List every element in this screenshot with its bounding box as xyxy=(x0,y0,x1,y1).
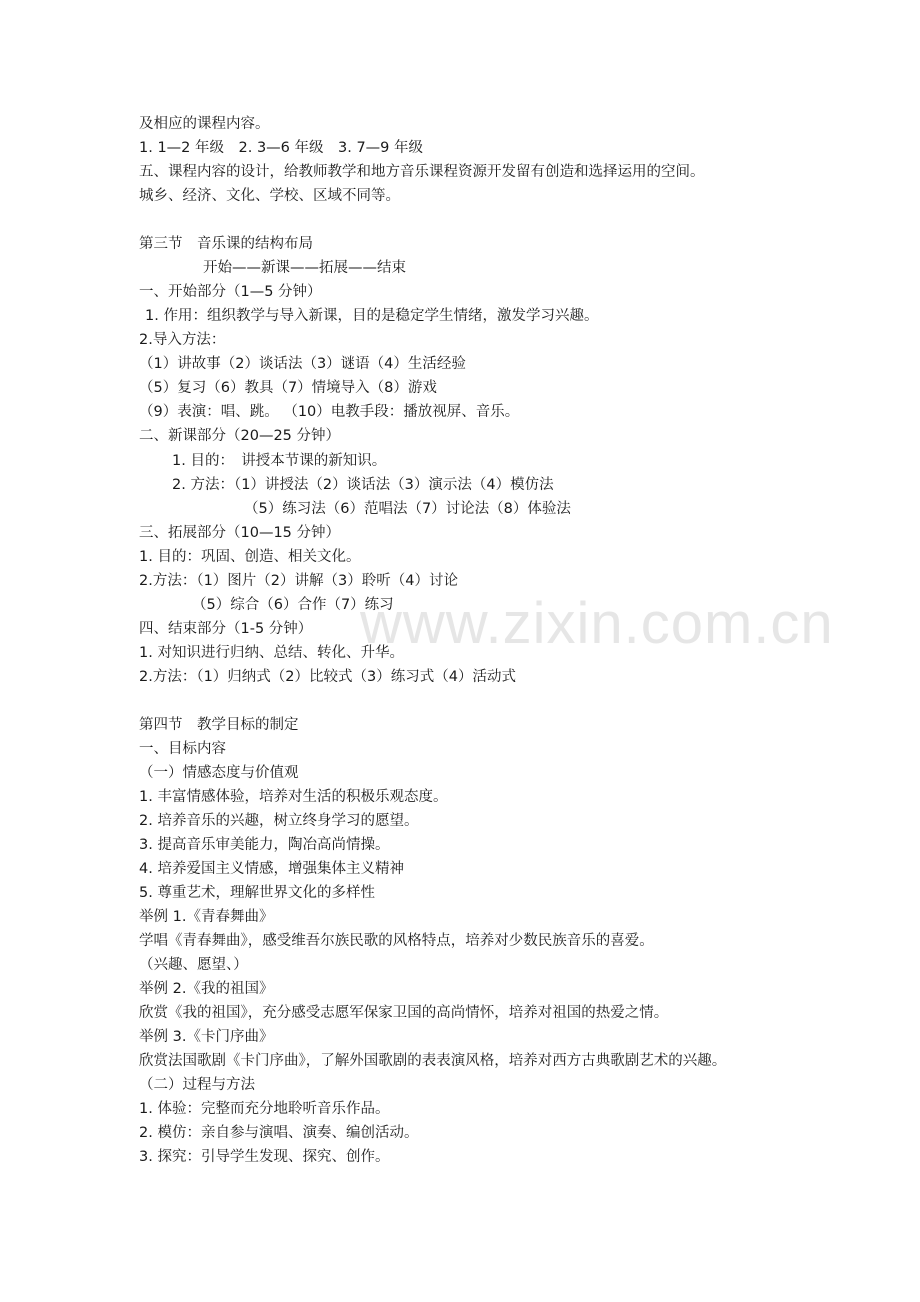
text-line: 一、目标内容 xyxy=(139,741,226,757)
text-line: 1. 作用：组织教学与导入新课，目的是稳定学生情绪，激发学习兴趣。 xyxy=(145,308,599,324)
text-line: 1. 对知识进行归纳、总结、转化、升华。 xyxy=(139,645,404,661)
text-line: 举例 2.《我的祖国》 xyxy=(139,981,274,997)
text-line: 1. 目的： 讲授本节课的新知识。 xyxy=(172,453,387,469)
text-line: 及相应的课程内容。 xyxy=(139,116,270,132)
section-heading: 第四节 教学目标的制定 xyxy=(139,717,299,733)
text-line: 2. 方法：（1）讲授法（2）谈话法（3）演示法（4）模仿法 xyxy=(172,477,554,493)
text-line: 3. 探究：引导学生发现、探究、创作。 xyxy=(139,1149,390,1165)
text-line: （1）讲故事（2）谈话法（3）谜语（4）生活经验 xyxy=(139,356,466,372)
text-line: 欣赏法国歌剧《卡门序曲》，了解外国歌剧的表表演风格，培养对西方古典歌剧艺术的兴趣。 xyxy=(139,1053,727,1069)
text-line: 1. 目的：巩固、创造、相关文化。 xyxy=(139,549,361,565)
text-line: 举例 3.《卡门序曲》 xyxy=(139,1029,274,1045)
text-line: 2. 模仿：亲自参与演唱、演奏、编创活动。 xyxy=(139,1125,419,1141)
text-line: 四、结束部分（1-5 分钟） xyxy=(139,621,313,637)
text-line: 1. 1—2 年级 2. 3—6 年级 3. 7—9 年级 xyxy=(139,140,424,156)
text-line: （一）情感态度与价值观 xyxy=(139,765,299,781)
text-line: （9）表演：唱、跳。 （10）电教手段：播放视屏、音乐。 xyxy=(139,404,520,420)
text-line: 4. 培养爱国主义情感，增强集体主义精神 xyxy=(139,861,404,877)
text-line: 城乡、经济、文化、学校、区域不同等。 xyxy=(139,188,400,204)
text-line: （二）过程与方法 xyxy=(139,1077,255,1093)
text-line: （5）练习法（6）范唱法（7）讨论法（8）体验法 xyxy=(244,501,571,517)
text-line: 3. 提高音乐审美能力，陶冶高尚情操。 xyxy=(139,837,390,853)
text-line: 1. 体验：完整而充分地聆听音乐作品。 xyxy=(139,1101,390,1117)
text-line: 一、开始部分（1—5 分钟） xyxy=(139,284,322,300)
text-line: 1. 丰富情感体验，培养对生活的积极乐观态度。 xyxy=(139,789,448,805)
text-line: 2.方法：（1）归纳式（2）比较式（3）练习式（4）活动式 xyxy=(139,669,516,685)
text-line: （5）复习（6）教具（7）情境导入（8）游戏 xyxy=(139,380,437,396)
text-line: 二、新课部分（20—25 分钟） xyxy=(139,428,341,444)
text-line: 2.导入方法： xyxy=(139,332,226,348)
text-line: （5）综合（6）合作（7）练习 xyxy=(192,597,394,613)
text-line: 举例 1.《青春舞曲》 xyxy=(139,909,274,925)
text-line: 2. 培养音乐的兴趣，树立终身学习的愿望。 xyxy=(139,813,419,829)
structure-flow: 开始——新课——拓展——结束 xyxy=(203,260,406,276)
section-heading: 第三节 音乐课的结构布局 xyxy=(139,236,313,252)
text-line: 三、拓展部分（10—15 分钟） xyxy=(139,525,341,541)
watermark: www.zixin.com.cn xyxy=(360,591,834,656)
text-line: 五、课程内容的设计，给教师教学和地方音乐课程资源开发留有创造和选择运用的空间。 xyxy=(139,164,705,180)
text-line: 5. 尊重艺术，理解世界文化的多样性 xyxy=(139,885,375,901)
text-line: 学唱《青春舞曲》，感受维吾尔族民歌的风格特点，培养对少数民族音乐的喜爱。 xyxy=(139,933,654,949)
text-line: 欣赏《我的祖国》，充分感受志愿军保家卫国的高尚情怀，培养对祖国的热爱之情。 xyxy=(139,1005,669,1021)
text-line: （兴趣、愿望、） xyxy=(139,957,248,973)
text-line: 2.方法：（1）图片（2）讲解（3）聆听（4）讨论 xyxy=(139,573,458,589)
